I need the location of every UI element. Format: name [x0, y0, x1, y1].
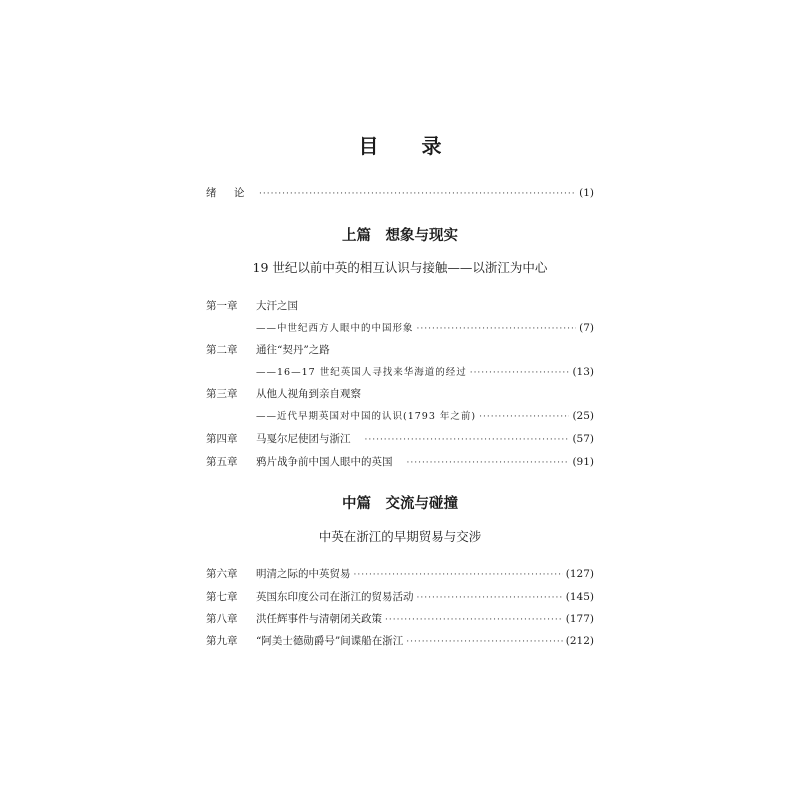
toc-page-number: (25) — [572, 410, 594, 422]
part-title: 上篇 想象与现实 — [342, 228, 458, 244]
toc-page-number: (177) — [565, 613, 594, 625]
chapter-subtitle: ——近代早期英国对中国的认识(1793 年之前) — [256, 411, 477, 422]
toc-entry-intro[interactable] — [206, 185, 594, 203]
chapter-subtitle: ——中世纪西方人眼中的中国形象 — [256, 323, 414, 334]
leader-dots — [365, 435, 570, 445]
toc-entry-chapter-2-subtitle[interactable] — [256, 364, 594, 382]
leader-dots — [417, 324, 577, 334]
chapter-title: 大汗之国 — [256, 300, 298, 312]
chapter-number: 第五章 — [206, 456, 238, 468]
toc-entry-chapter-5[interactable] — [206, 454, 594, 472]
toc-entry-chapter-7[interactable] — [206, 589, 594, 607]
toc-page-number: (57) — [572, 433, 594, 445]
part-subtitle: 19 世纪以前中英的相互认识与接触——以浙江为中心 — [252, 260, 548, 275]
toc-entry-chapter-8[interactable] — [206, 611, 594, 629]
toc-page-number: (127) — [565, 568, 594, 580]
chapter-number: 第三章 — [206, 388, 238, 400]
toc-page-number: (91) — [572, 456, 594, 468]
chapter-number: 第二章 — [206, 344, 238, 356]
chapter-number: 第九章 — [206, 635, 238, 647]
toc-entry-chapter-3-subtitle[interactable] — [256, 408, 594, 426]
chapter-title: 英国东印度公司在浙江的贸易活动 — [256, 591, 414, 603]
toc-page-number: (7) — [579, 322, 594, 334]
toc-entry-chapter-3[interactable] — [206, 386, 594, 404]
leader-dots — [354, 570, 563, 580]
chapter-title: 鸦片战争前中国人眼中的英国 — [256, 456, 393, 468]
leader-dots — [407, 458, 570, 468]
chapter-title: 从他人视角到亲自观察 — [256, 388, 361, 400]
leader-dots — [417, 593, 563, 603]
toc-page-number: (1) — [579, 187, 594, 199]
toc-entry-label: 绪 论 — [206, 187, 252, 199]
part-title: 中篇 交流与碰撞 — [342, 496, 458, 512]
toc-entry-chapter-6[interactable] — [206, 566, 594, 584]
leader-dots — [385, 615, 563, 625]
chapter-number: 第七章 — [206, 591, 238, 603]
chapter-number: 第六章 — [206, 568, 238, 580]
chapter-title: “阿美士德勋爵号”间谍船在浙江 — [256, 635, 404, 647]
toc-entry-chapter-9[interactable] — [206, 633, 594, 651]
chapter-title: 洪任辉事件与清朝闭关政策 — [256, 613, 382, 625]
toc-entry-chapter-4[interactable] — [206, 431, 594, 449]
leader-dots — [406, 637, 563, 647]
chapter-subtitle: ——16—17 世纪英国人寻找来华海道的经过 — [256, 367, 467, 378]
leader-dots — [259, 189, 576, 199]
toc-page-number: (145) — [565, 591, 594, 603]
leader-dots — [479, 412, 569, 422]
chapter-number: 第四章 — [206, 433, 238, 445]
toc-page-number: (13) — [572, 366, 594, 378]
toc-page-number: (212) — [565, 635, 594, 647]
toc-entry-chapter-1-subtitle[interactable] — [256, 320, 594, 338]
leader-dots — [470, 368, 570, 378]
chapter-title: 明清之际的中英贸易 — [256, 568, 351, 580]
chapter-number: 第一章 — [206, 300, 238, 312]
chapter-number: 第八章 — [206, 613, 238, 625]
chapter-title: 通往“契丹”之路 — [256, 344, 330, 356]
part-subtitle: 中英在浙江的早期贸易与交涉 — [318, 529, 482, 544]
page-title: 目 录 — [358, 134, 460, 158]
toc-entry-chapter-2[interactable] — [206, 342, 594, 360]
toc-entry-chapter-1[interactable] — [206, 298, 594, 316]
chapter-title: 马戛尔尼使团与浙江 — [256, 433, 351, 445]
